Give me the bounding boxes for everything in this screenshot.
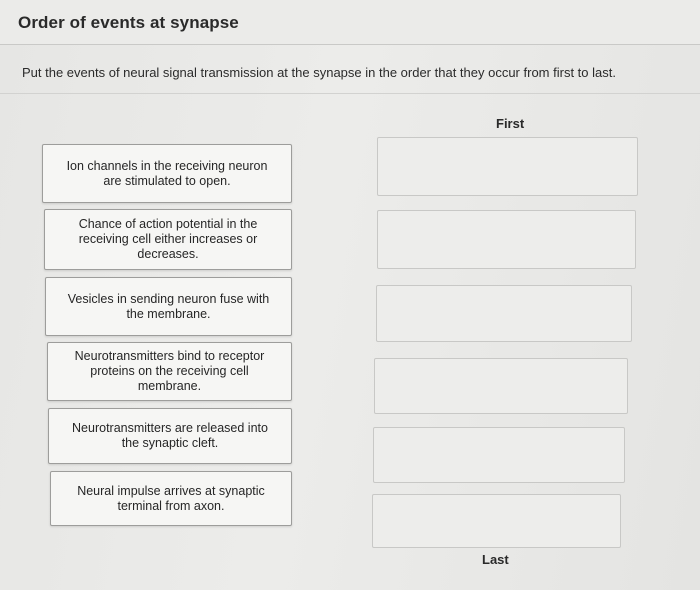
draggable-item-label: Chance of action potential in the receiving cell either increases or decreases. bbox=[78, 217, 258, 261]
page-title: Order of events at synapse bbox=[18, 13, 239, 32]
draggable-item-neurotransmitters-bind[interactable] bbox=[47, 342, 292, 401]
draggable-item-vesicles-fuse[interactable] bbox=[45, 277, 292, 336]
draggable-item-ion-channels[interactable] bbox=[42, 144, 292, 203]
draggable-item-label: Neurotransmitters are released into the synaptic cleft. bbox=[72, 421, 268, 450]
draggable-item-action-potential[interactable] bbox=[44, 209, 292, 270]
divider bbox=[0, 93, 700, 94]
draggable-item-label: Vesicles in sending neuron fuse with the membrane. bbox=[67, 291, 270, 321]
draggable-item-neural-impulse[interactable] bbox=[50, 471, 292, 526]
instructions-text: Put the events of neural signal transmission at the synapse in the order that they occur from first to last. bbox=[22, 65, 616, 80]
header bbox=[0, 0, 700, 45]
first-label: First bbox=[496, 116, 525, 131]
drop-slot-1[interactable] bbox=[377, 137, 638, 196]
last-label: Last bbox=[482, 552, 509, 567]
draggable-item-neurotransmitters-released[interactable] bbox=[48, 408, 292, 464]
drop-slot-3[interactable] bbox=[376, 285, 632, 342]
draggable-item-label: Ion channels in the receiving neuron are stimulated to open. bbox=[66, 158, 268, 188]
drop-slot-2[interactable] bbox=[377, 210, 636, 269]
draggable-item-label: Neurotransmitters bind to receptor proteins on the receiving cell membrane. bbox=[74, 349, 265, 393]
drop-slot-5[interactable] bbox=[373, 427, 625, 483]
drop-slot-4[interactable] bbox=[374, 358, 628, 414]
draggable-item-label: Neural impulse arrives at synaptic terminal from axon. bbox=[77, 483, 265, 513]
drop-slot-6[interactable] bbox=[372, 494, 621, 548]
